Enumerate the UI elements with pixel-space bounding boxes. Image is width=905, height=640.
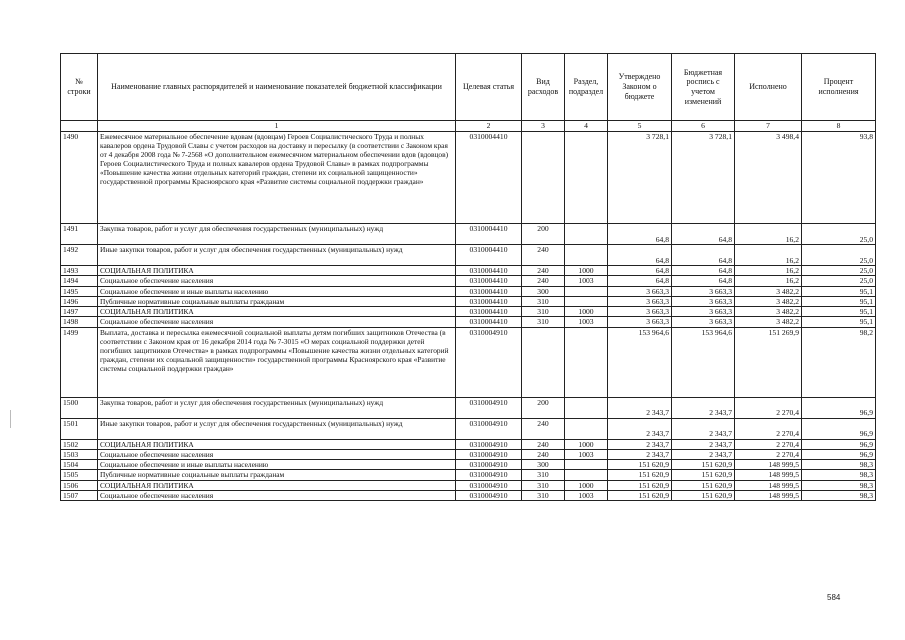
row-kind: 300 bbox=[522, 286, 565, 296]
row-executed: 3 482,2 bbox=[735, 296, 802, 306]
header-kind: Вид расходов bbox=[522, 54, 565, 121]
row-number: 1494 bbox=[61, 276, 98, 286]
row-number: 1490 bbox=[61, 132, 98, 224]
row-name: Социальное обеспечение населения bbox=[98, 449, 456, 459]
row-target: 0310004410 bbox=[456, 224, 522, 245]
row-approved: 151 620,9 bbox=[608, 480, 672, 490]
row-percent: 98,3 bbox=[802, 480, 876, 490]
row-approved: 3 663,3 bbox=[608, 317, 672, 327]
row-name: Социальное обеспечение и иные выплаты населению bbox=[98, 286, 456, 296]
row-target: 0310004410 bbox=[456, 296, 522, 306]
row-section: 1000 bbox=[565, 266, 608, 276]
row-budget: 151 620,9 bbox=[672, 470, 735, 480]
column-number: 4 bbox=[565, 121, 608, 132]
row-name: Публичные нормативные социальные выплаты гражданам bbox=[98, 296, 456, 306]
row-executed: 2 270,4 bbox=[735, 449, 802, 459]
row-kind: 310 bbox=[522, 490, 565, 500]
table-row bbox=[61, 397, 876, 418]
column-number: 6 bbox=[672, 121, 735, 132]
row-executed: 148 999,5 bbox=[735, 470, 802, 480]
row-executed: 148 999,5 bbox=[735, 480, 802, 490]
row-section: 1000 bbox=[565, 307, 608, 317]
header-section: Раздел, подраздел bbox=[565, 54, 608, 121]
table-row bbox=[61, 266, 876, 276]
table-row bbox=[61, 470, 876, 480]
row-kind: 240 bbox=[522, 439, 565, 449]
row-section bbox=[565, 470, 608, 480]
row-approved: 151 620,9 bbox=[608, 460, 672, 470]
column-number: 3 bbox=[522, 121, 565, 132]
table-row bbox=[61, 245, 876, 266]
header-percent: Процент исполнения bbox=[802, 54, 876, 121]
row-kind: 240 bbox=[522, 418, 565, 439]
row-section: 1000 bbox=[565, 439, 608, 449]
row-budget: 3 663,3 bbox=[672, 317, 735, 327]
row-executed: 3 498,4 bbox=[735, 132, 802, 224]
row-percent: 95,1 bbox=[802, 317, 876, 327]
table-row bbox=[61, 276, 876, 286]
row-executed: 16,2 bbox=[735, 245, 802, 266]
header-row-no: № строки bbox=[61, 54, 98, 121]
row-budget: 151 620,9 bbox=[672, 480, 735, 490]
row-number: 1492 bbox=[61, 245, 98, 266]
row-section bbox=[565, 296, 608, 306]
row-percent: 25,0 bbox=[802, 245, 876, 266]
row-target: 0310004910 bbox=[456, 480, 522, 490]
row-section bbox=[565, 132, 608, 224]
row-percent: 95,1 bbox=[802, 286, 876, 296]
row-budget: 64,8 bbox=[672, 224, 735, 245]
row-name: СОЦИАЛЬНАЯ ПОЛИТИКА bbox=[98, 266, 456, 276]
row-budget: 2 343,7 bbox=[672, 418, 735, 439]
row-percent: 95,1 bbox=[802, 307, 876, 317]
row-name: Социальное обеспечение населения bbox=[98, 276, 456, 286]
row-executed: 3 482,2 bbox=[735, 317, 802, 327]
row-name: Выплата, доставка и пересылка ежемесячной социальной выплаты детям погибших защитников Отечества (в соответствии с Законом края от 16 декабря 2014 года № 7-3015 «О мерах социальной поддержки детей погибших защитников Отечества» в рамках подпрограммы «Повышение качества жизни отдельных категорий граждан, степени их социальной защищенности» государственной программы Красноярского края «Развитие системы социальной поддержки граждан» bbox=[98, 327, 456, 397]
column-number: 1 bbox=[98, 121, 456, 132]
row-number: 1495 bbox=[61, 286, 98, 296]
row-executed: 16,2 bbox=[735, 224, 802, 245]
row-number: 1500 bbox=[61, 397, 98, 418]
row-approved: 2 343,7 bbox=[608, 449, 672, 459]
row-section bbox=[565, 327, 608, 397]
header-target: Целевая статья bbox=[456, 54, 522, 121]
row-percent: 95,1 bbox=[802, 296, 876, 306]
header-name: Наименование главных распорядителей и наименование показателей бюджетной классификации bbox=[98, 54, 456, 121]
row-number: 1506 bbox=[61, 480, 98, 490]
table-row bbox=[61, 286, 876, 296]
row-kind: 200 bbox=[522, 397, 565, 418]
row-budget: 2 343,7 bbox=[672, 449, 735, 459]
row-section: 1000 bbox=[565, 480, 608, 490]
row-name: СОЦИАЛЬНАЯ ПОЛИТИКА bbox=[98, 439, 456, 449]
row-percent: 93,8 bbox=[802, 132, 876, 224]
row-approved: 3 663,3 bbox=[608, 296, 672, 306]
row-approved: 151 620,9 bbox=[608, 470, 672, 480]
row-approved: 151 620,9 bbox=[608, 490, 672, 500]
row-approved: 2 343,7 bbox=[608, 397, 672, 418]
row-name: Ежемесячное материальное обеспечение вдовам (вдовцам) Героев Социалистического Труда и полных кавалеров ордена Трудовой Славы с учетом расходов на доставку и пересылку (в соответствии с Законом края от 4 декабря 2008 года № 7-2568 «О дополнительном ежемесячном материальном обеспечении вдов (вдовцов) Героев Социалистического Труда и полных кавалеров ордена Трудовой Славы» в рамках подпрограммы «Повышение качества жизни отдельных категорий граждан, степени их социальной защищенности» государственной программы Красноярского края «Развитие системы социальной поддержки граждан» bbox=[98, 132, 456, 224]
row-budget: 64,8 bbox=[672, 245, 735, 266]
row-number: 1504 bbox=[61, 460, 98, 470]
row-number: 1502 bbox=[61, 439, 98, 449]
row-target: 0310004910 bbox=[456, 418, 522, 439]
row-budget: 3 663,3 bbox=[672, 307, 735, 317]
row-section bbox=[565, 418, 608, 439]
row-target: 0310004910 bbox=[456, 490, 522, 500]
row-executed: 151 269,9 bbox=[735, 327, 802, 397]
row-approved: 2 343,7 bbox=[608, 439, 672, 449]
scan-mark bbox=[10, 410, 11, 428]
row-approved: 64,8 bbox=[608, 245, 672, 266]
table-row bbox=[61, 418, 876, 439]
table-row bbox=[61, 460, 876, 470]
row-target: 0310004910 bbox=[456, 327, 522, 397]
row-kind: 240 bbox=[522, 449, 565, 459]
row-approved: 64,8 bbox=[608, 224, 672, 245]
row-budget: 3 663,3 bbox=[672, 296, 735, 306]
row-kind: 310 bbox=[522, 470, 565, 480]
row-kind: 300 bbox=[522, 460, 565, 470]
row-target: 0310004910 bbox=[456, 470, 522, 480]
row-budget: 64,8 bbox=[672, 266, 735, 276]
row-approved: 3 663,3 bbox=[608, 286, 672, 296]
row-percent: 98,3 bbox=[802, 460, 876, 470]
table-row bbox=[61, 224, 876, 245]
column-number: 7 bbox=[735, 121, 802, 132]
row-executed: 2 270,4 bbox=[735, 397, 802, 418]
row-target: 0310004410 bbox=[456, 132, 522, 224]
row-kind: 310 bbox=[522, 480, 565, 490]
row-name: Социальное обеспечение и иные выплаты населению bbox=[98, 460, 456, 470]
row-kind: 240 bbox=[522, 245, 565, 266]
row-percent: 96,9 bbox=[802, 397, 876, 418]
row-name: Закупка товаров, работ и услуг для обеспечения государственных (муниципальных) нужд bbox=[98, 397, 456, 418]
row-name: Закупка товаров, работ и услуг для обеспечения государственных (муниципальных) нужд bbox=[98, 224, 456, 245]
row-number: 1499 bbox=[61, 327, 98, 397]
row-name: СОЦИАЛЬНАЯ ПОЛИТИКА bbox=[98, 480, 456, 490]
table-row bbox=[61, 449, 876, 459]
column-number: 5 bbox=[608, 121, 672, 132]
row-budget: 151 620,9 bbox=[672, 460, 735, 470]
row-number: 1507 bbox=[61, 490, 98, 500]
row-approved: 3 663,3 bbox=[608, 307, 672, 317]
table-row bbox=[61, 296, 876, 306]
row-target: 0310004410 bbox=[456, 317, 522, 327]
row-budget: 3 728,1 bbox=[672, 132, 735, 224]
row-target: 0310004410 bbox=[456, 266, 522, 276]
row-section bbox=[565, 245, 608, 266]
row-executed: 148 999,5 bbox=[735, 490, 802, 500]
row-executed: 2 270,4 bbox=[735, 418, 802, 439]
row-budget: 64,8 bbox=[672, 276, 735, 286]
row-target: 0310004410 bbox=[456, 276, 522, 286]
row-section bbox=[565, 460, 608, 470]
row-number: 1493 bbox=[61, 266, 98, 276]
row-kind: 310 bbox=[522, 307, 565, 317]
row-target: 0310004410 bbox=[456, 245, 522, 266]
row-kind: 240 bbox=[522, 266, 565, 276]
row-percent: 96,9 bbox=[802, 418, 876, 439]
row-percent: 96,9 bbox=[802, 449, 876, 459]
row-target: 0310004910 bbox=[456, 397, 522, 418]
row-budget: 153 964,6 bbox=[672, 327, 735, 397]
row-kind bbox=[522, 132, 565, 224]
row-budget: 2 343,7 bbox=[672, 397, 735, 418]
row-kind bbox=[522, 327, 565, 397]
row-target: 0310004910 bbox=[456, 449, 522, 459]
row-number: 1491 bbox=[61, 224, 98, 245]
row-target: 0310004410 bbox=[456, 286, 522, 296]
row-name: Иные закупки товаров, работ и услуг для обеспечения государственных (муниципальных) нужд bbox=[98, 418, 456, 439]
row-approved: 2 343,7 bbox=[608, 418, 672, 439]
header-executed: Исполнено bbox=[735, 54, 802, 121]
column-number bbox=[61, 121, 98, 132]
row-number: 1498 bbox=[61, 317, 98, 327]
row-number: 1503 bbox=[61, 449, 98, 459]
row-target: 0310004910 bbox=[456, 439, 522, 449]
row-approved: 3 728,1 bbox=[608, 132, 672, 224]
row-name: Публичные нормативные социальные выплаты гражданам bbox=[98, 470, 456, 480]
row-section: 1003 bbox=[565, 317, 608, 327]
row-name: Социальное обеспечение населения bbox=[98, 490, 456, 500]
row-kind: 240 bbox=[522, 276, 565, 286]
table-row bbox=[61, 307, 876, 317]
column-number: 2 bbox=[456, 121, 522, 132]
table-row bbox=[61, 132, 876, 224]
row-executed: 16,2 bbox=[735, 266, 802, 276]
row-number: 1496 bbox=[61, 296, 98, 306]
table-header bbox=[61, 54, 876, 132]
row-name: Социальное обеспечение населения bbox=[98, 317, 456, 327]
row-executed: 3 482,2 bbox=[735, 307, 802, 317]
row-executed: 16,2 bbox=[735, 276, 802, 286]
row-number: 1497 bbox=[61, 307, 98, 317]
table-row bbox=[61, 439, 876, 449]
row-section bbox=[565, 224, 608, 245]
row-executed: 2 270,4 bbox=[735, 439, 802, 449]
row-approved: 153 964,6 bbox=[608, 327, 672, 397]
table-row bbox=[61, 317, 876, 327]
row-percent: 25,0 bbox=[802, 266, 876, 276]
row-number: 1501 bbox=[61, 418, 98, 439]
row-approved: 64,8 bbox=[608, 276, 672, 286]
header-approved: Утверждено Законом о бюджете bbox=[608, 54, 672, 121]
row-executed: 3 482,2 bbox=[735, 286, 802, 296]
row-budget: 2 343,7 bbox=[672, 439, 735, 449]
row-section: 1003 bbox=[565, 449, 608, 459]
row-percent: 25,0 bbox=[802, 224, 876, 245]
row-name: СОЦИАЛЬНАЯ ПОЛИТИКА bbox=[98, 307, 456, 317]
page-number: 584 bbox=[827, 593, 841, 602]
table-row bbox=[61, 327, 876, 397]
row-kind: 310 bbox=[522, 317, 565, 327]
row-target: 0310004410 bbox=[456, 307, 522, 317]
row-approved: 64,8 bbox=[608, 266, 672, 276]
row-section: 1003 bbox=[565, 276, 608, 286]
row-number: 1505 bbox=[61, 470, 98, 480]
row-kind: 310 bbox=[522, 296, 565, 306]
row-budget: 151 620,9 bbox=[672, 490, 735, 500]
row-section: 1003 bbox=[565, 490, 608, 500]
row-executed: 148 999,5 bbox=[735, 460, 802, 470]
row-section bbox=[565, 286, 608, 296]
row-percent: 98,3 bbox=[802, 490, 876, 500]
header-budget: Бюджетная роспись с учетом изменений bbox=[672, 54, 735, 121]
table-body bbox=[61, 132, 876, 501]
row-budget: 3 663,3 bbox=[672, 286, 735, 296]
row-target: 0310004910 bbox=[456, 460, 522, 470]
budget-table bbox=[60, 53, 876, 501]
row-name: Иные закупки товаров, работ и услуг для обеспечения государственных (муниципальных) нужд bbox=[98, 245, 456, 266]
table-row bbox=[61, 480, 876, 490]
table-row bbox=[61, 490, 876, 500]
row-percent: 98,3 bbox=[802, 470, 876, 480]
row-percent: 25,0 bbox=[802, 276, 876, 286]
row-percent: 98,2 bbox=[802, 327, 876, 397]
row-percent: 96,9 bbox=[802, 439, 876, 449]
column-number: 8 bbox=[802, 121, 876, 132]
row-kind: 200 bbox=[522, 224, 565, 245]
row-section bbox=[565, 397, 608, 418]
